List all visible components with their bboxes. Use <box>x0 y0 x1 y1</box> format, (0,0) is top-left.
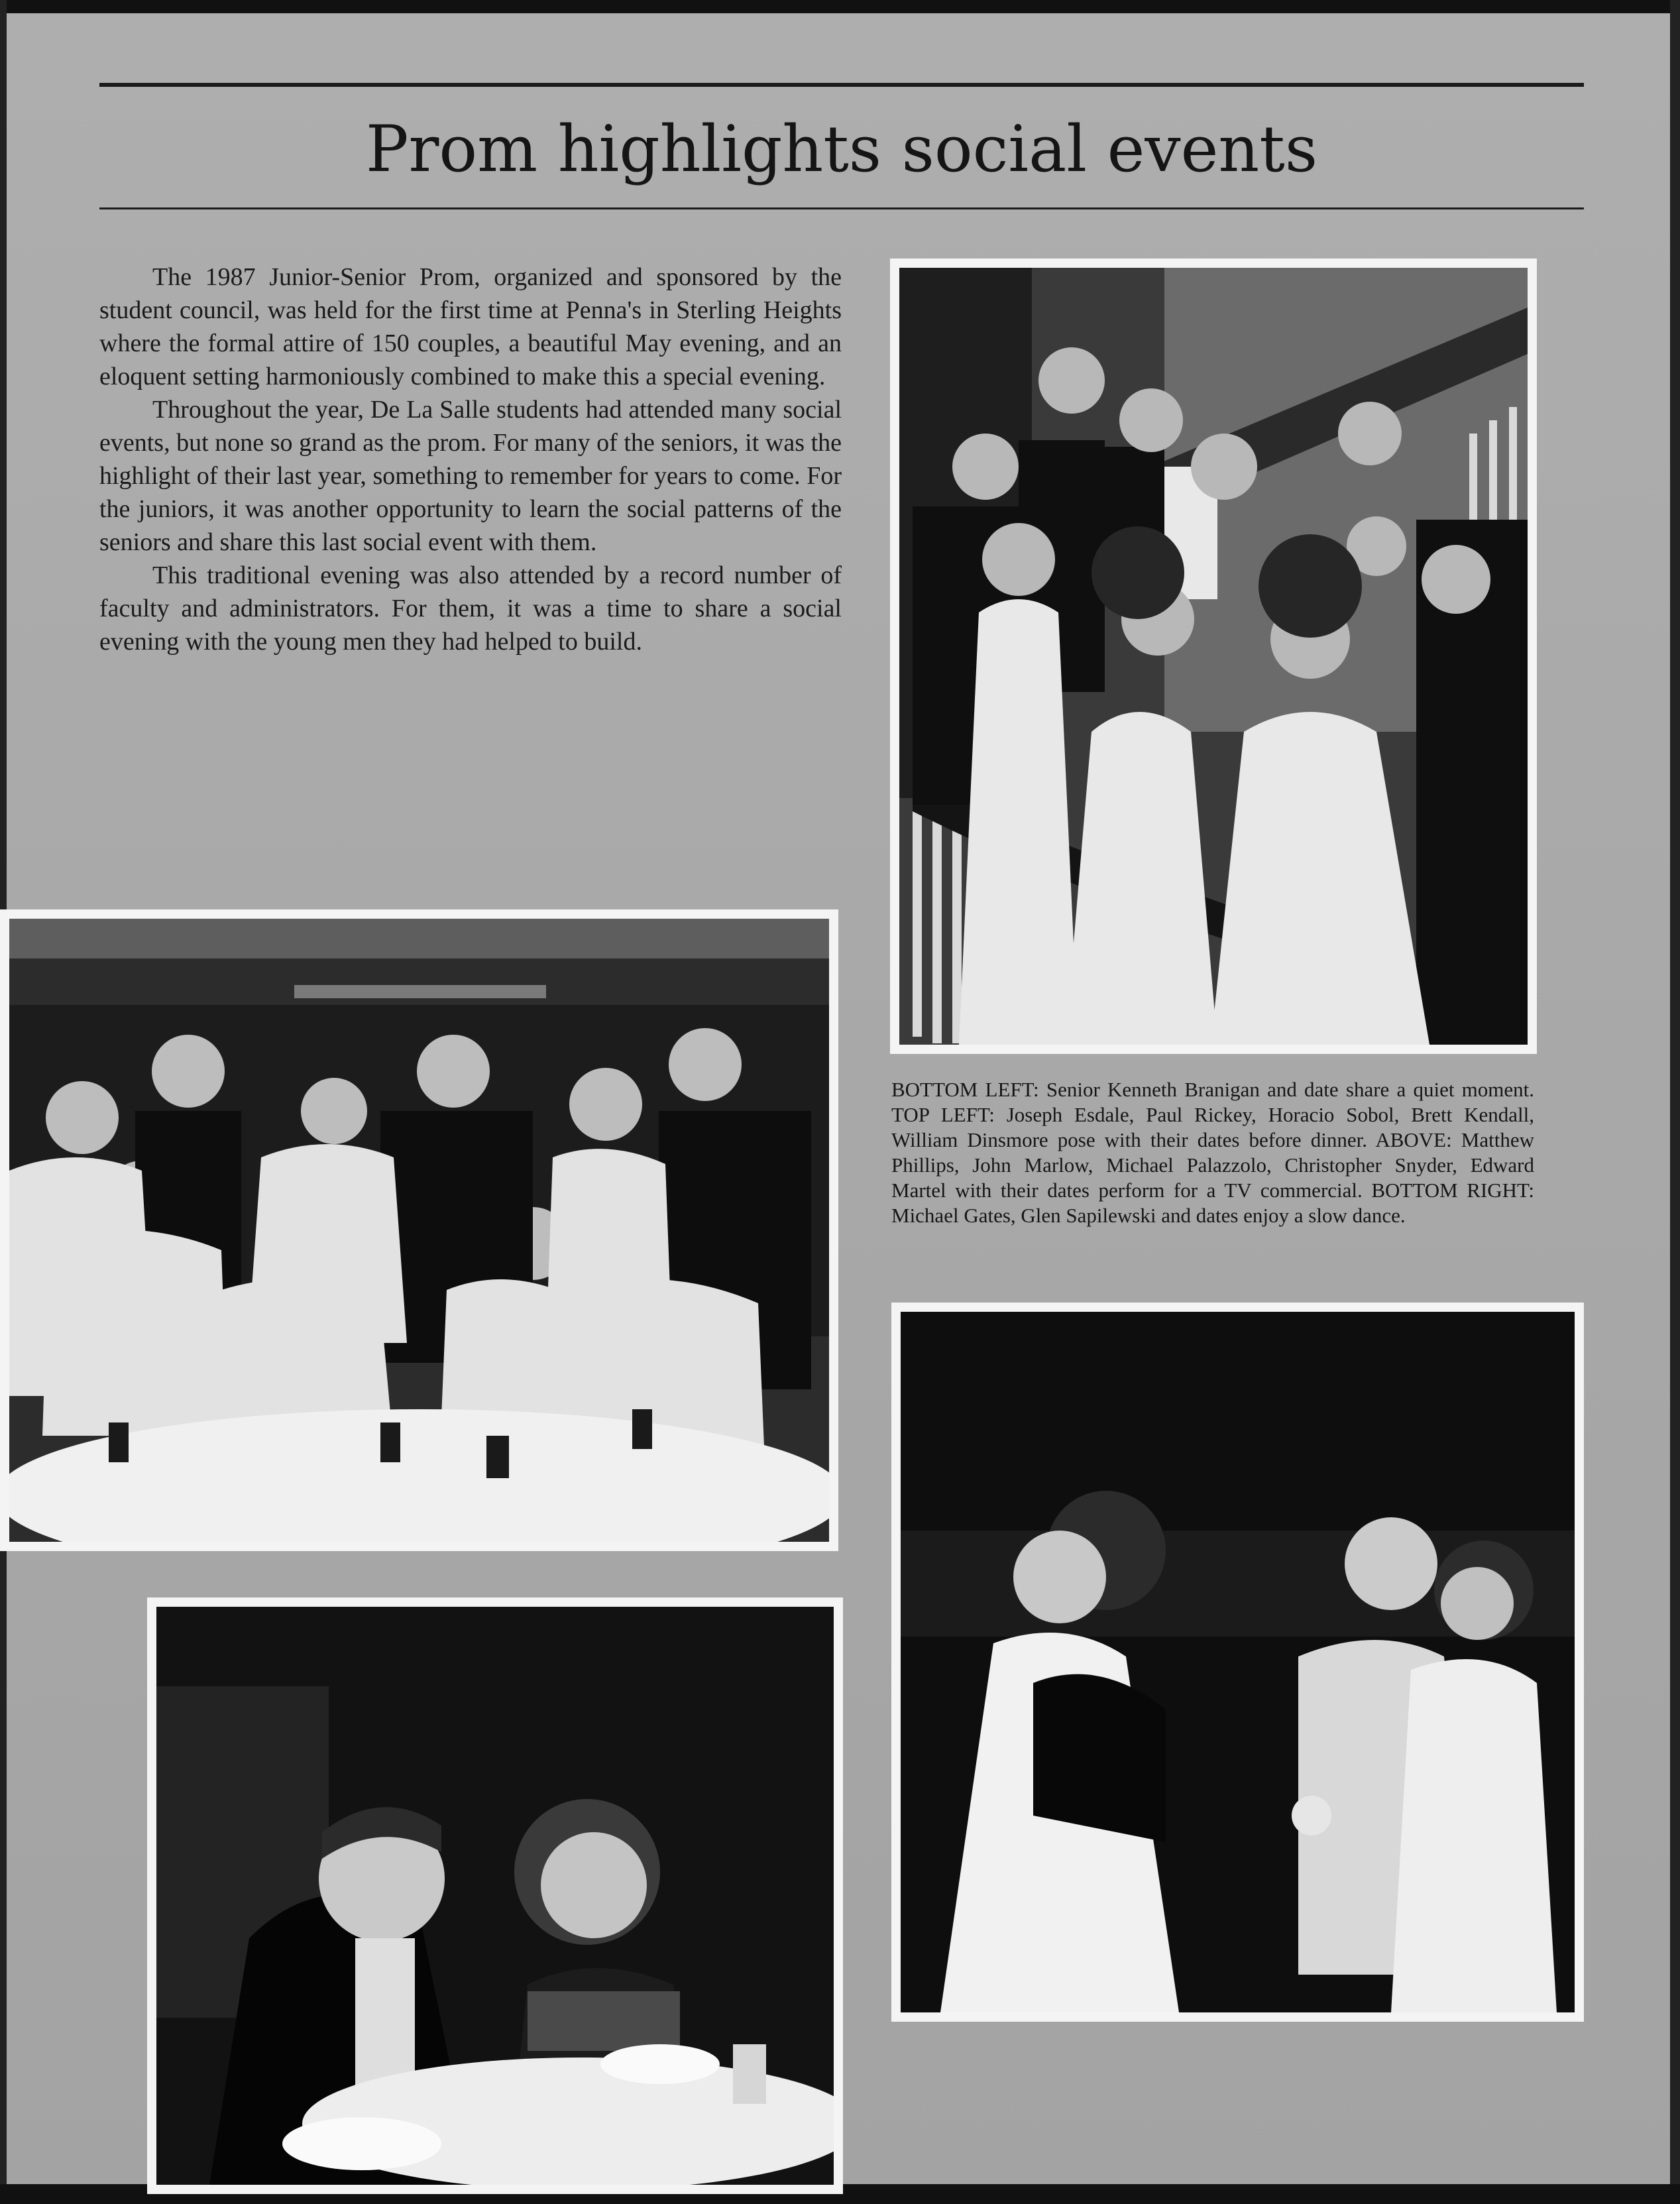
staircase-photo-illustration <box>899 268 1528 1045</box>
headline-rule-top <box>99 83 1584 87</box>
page-headline: Prom highlights social events <box>365 112 1318 186</box>
article-paragraph: Throughout the year, De La Salle students had attended many social events, but none so grand as the prom. For many of the seniors, it was the highlight of their last year, something to remember for years to come. For the juniors, it was another opportunity to learn the social patterns of the seniors and share this last social event with them. <box>99 396 842 556</box>
article-body <box>99 261 842 658</box>
dance-photo-illustration <box>901 1312 1575 2012</box>
article-paragraph: The 1987 Junior-Senior Prom, organized and sponsored by the student council, was held for the first time at Penna's in Sterling Heights where the formal attire of 150 couples, a beautiful May evening, and an eloquent setting harmoniously combined to make this a special evening. <box>99 263 842 390</box>
scan-edge-right <box>1670 0 1680 2204</box>
photo-caption: BOTTOM LEFT: Senior Kenneth Branigan and date share a quiet moment. TOP LEFT: Joseph Esdale, Paul Rickey, Horacio Sobol, Brett Kendall, William Dinsmore pose with their dates before dinner. ABOVE: Matthew Phillips, John Marlow, Michael Palazzolo, Christopher Snyder, Edward Martel with their dates perform for a TV commercial. BOTTOM RIGHT: Michael Gates, Glen Sapilewski and dates enjoy a slow dance. <box>891 1078 1534 1227</box>
scan-edge-top <box>0 0 1680 13</box>
photo-slow-dance-image <box>901 1312 1575 2012</box>
article-paragraph: This traditional evening was also attended by a record number of faculty and administrators. For them, it was a time to share a social evening with the young men they had helped to build. <box>99 561 842 656</box>
photo-staircase-group <box>890 259 1537 1054</box>
photo-slow-dance <box>891 1303 1584 2022</box>
photo-staircase-image <box>899 268 1528 1045</box>
photo-couple-dinner <box>147 1597 843 2194</box>
photo-table-group-image <box>9 919 829 1542</box>
photo-table-group <box>0 909 838 1551</box>
table-photo-illustration <box>9 919 829 1542</box>
dinner-photo-illustration <box>156 1607 834 2185</box>
headline-rule-bottom <box>99 207 1584 209</box>
photo-couple-dinner-image <box>156 1607 834 2185</box>
